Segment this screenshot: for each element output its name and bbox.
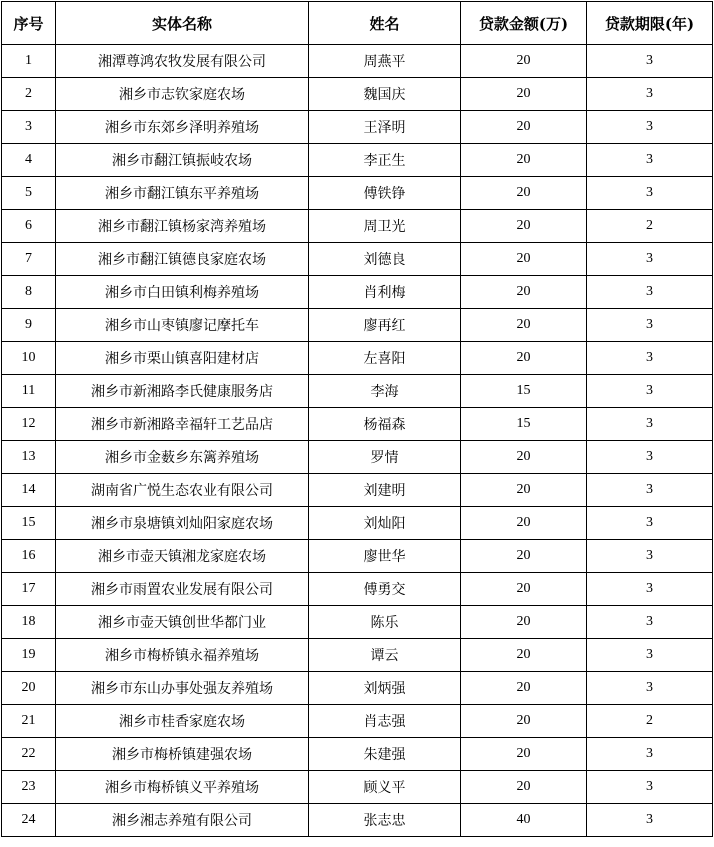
cell-loan-term: 3 xyxy=(587,177,713,210)
cell-loan-term: 3 xyxy=(587,309,713,342)
table-row xyxy=(2,78,713,111)
header-person-name: 姓名 xyxy=(309,2,461,45)
table-row xyxy=(2,639,713,672)
cell-loan-amount: 20 xyxy=(461,540,587,573)
cell-loan-amount: 20 xyxy=(461,177,587,210)
table-row xyxy=(2,276,713,309)
cell-person-name: 刘德良 xyxy=(309,243,461,276)
cell-entity-name: 湘乡市金薮乡东篱养殖场 xyxy=(56,441,309,474)
table-header xyxy=(2,2,713,45)
cell-person-name: 李海 xyxy=(309,375,461,408)
cell-entity-name: 湘乡市东山办事处强友养殖场 xyxy=(56,672,309,705)
cell-entity-name: 湘乡市新湘路幸福轩工艺品店 xyxy=(56,408,309,441)
cell-person-name: 谭云 xyxy=(309,639,461,672)
header-row xyxy=(2,2,713,45)
cell-serial-number: 8 xyxy=(2,276,56,309)
cell-person-name: 张志忠 xyxy=(309,804,461,837)
cell-serial-number: 19 xyxy=(2,639,56,672)
cell-loan-term: 3 xyxy=(587,474,713,507)
cell-person-name: 魏国庆 xyxy=(309,78,461,111)
cell-loan-amount: 20 xyxy=(461,738,587,771)
header-loan-term: 贷款期限(年) xyxy=(587,2,713,45)
table-row xyxy=(2,441,713,474)
cell-loan-amount: 20 xyxy=(461,78,587,111)
cell-loan-amount: 20 xyxy=(461,639,587,672)
cell-loan-term: 3 xyxy=(587,540,713,573)
cell-entity-name: 湘乡市壶天镇创世华都门业 xyxy=(56,606,309,639)
cell-loan-amount: 20 xyxy=(461,342,587,375)
cell-loan-term: 3 xyxy=(587,342,713,375)
cell-serial-number: 23 xyxy=(2,771,56,804)
cell-entity-name: 湘乡市桂香家庭农场 xyxy=(56,705,309,738)
cell-person-name: 杨福森 xyxy=(309,408,461,441)
cell-serial-number: 7 xyxy=(2,243,56,276)
table-row xyxy=(2,408,713,441)
cell-person-name: 顾义平 xyxy=(309,771,461,804)
cell-loan-amount: 15 xyxy=(461,408,587,441)
table-row xyxy=(2,342,713,375)
cell-loan-amount: 20 xyxy=(461,144,587,177)
table-row xyxy=(2,804,713,837)
cell-loan-amount: 20 xyxy=(461,705,587,738)
cell-loan-amount: 20 xyxy=(461,111,587,144)
table-row xyxy=(2,210,713,243)
cell-loan-term: 3 xyxy=(587,243,713,276)
cell-loan-term: 3 xyxy=(587,441,713,474)
cell-loan-amount: 20 xyxy=(461,309,587,342)
cell-serial-number: 5 xyxy=(2,177,56,210)
table-row xyxy=(2,507,713,540)
cell-entity-name: 湘潭尊鸿农牧发展有限公司 xyxy=(56,45,309,78)
cell-person-name: 傅勇交 xyxy=(309,573,461,606)
cell-loan-term: 3 xyxy=(587,738,713,771)
cell-loan-amount: 20 xyxy=(461,474,587,507)
cell-person-name: 朱建强 xyxy=(309,738,461,771)
cell-serial-number: 18 xyxy=(2,606,56,639)
cell-serial-number: 17 xyxy=(2,573,56,606)
cell-loan-amount: 20 xyxy=(461,45,587,78)
cell-entity-name: 湘乡市东郊乡泽明养殖场 xyxy=(56,111,309,144)
cell-serial-number: 14 xyxy=(2,474,56,507)
cell-serial-number: 3 xyxy=(2,111,56,144)
cell-entity-name: 湖南省广悦生态农业有限公司 xyxy=(56,474,309,507)
cell-serial-number: 13 xyxy=(2,441,56,474)
cell-entity-name: 湘乡市梅桥镇建强农场 xyxy=(56,738,309,771)
cell-entity-name: 湘乡市新湘路李氏健康服务店 xyxy=(56,375,309,408)
cell-entity-name: 湘乡市翻江镇杨家湾养殖场 xyxy=(56,210,309,243)
cell-loan-term: 3 xyxy=(587,78,713,111)
cell-person-name: 王泽明 xyxy=(309,111,461,144)
cell-loan-term: 3 xyxy=(587,276,713,309)
cell-loan-term: 3 xyxy=(587,672,713,705)
cell-loan-term: 2 xyxy=(587,705,713,738)
cell-loan-term: 3 xyxy=(587,639,713,672)
cell-person-name: 傅铁铮 xyxy=(309,177,461,210)
cell-person-name: 李正生 xyxy=(309,144,461,177)
cell-person-name: 周燕平 xyxy=(309,45,461,78)
header-serial-number: 序号 xyxy=(2,2,56,45)
cell-entity-name: 湘乡市雨置农业发展有限公司 xyxy=(56,573,309,606)
cell-loan-amount: 20 xyxy=(461,573,587,606)
cell-entity-name: 湘乡市志钦家庭农场 xyxy=(56,78,309,111)
cell-loan-term: 3 xyxy=(587,507,713,540)
cell-serial-number: 2 xyxy=(2,78,56,111)
cell-person-name: 刘灿阳 xyxy=(309,507,461,540)
cell-person-name: 廖再红 xyxy=(309,309,461,342)
cell-person-name: 廖世华 xyxy=(309,540,461,573)
cell-person-name: 左喜阳 xyxy=(309,342,461,375)
cell-person-name: 周卫光 xyxy=(309,210,461,243)
cell-loan-term: 3 xyxy=(587,111,713,144)
table-row xyxy=(2,573,713,606)
cell-loan-amount: 20 xyxy=(461,672,587,705)
cell-serial-number: 1 xyxy=(2,45,56,78)
table-row xyxy=(2,243,713,276)
cell-serial-number: 4 xyxy=(2,144,56,177)
cell-person-name: 肖志强 xyxy=(309,705,461,738)
cell-loan-amount: 20 xyxy=(461,441,587,474)
header-loan-amount: 贷款金额(万) xyxy=(461,2,587,45)
cell-entity-name: 湘乡市泉塘镇刘灿阳家庭农场 xyxy=(56,507,309,540)
cell-serial-number: 24 xyxy=(2,804,56,837)
cell-loan-amount: 20 xyxy=(461,276,587,309)
cell-loan-term: 3 xyxy=(587,375,713,408)
cell-serial-number: 21 xyxy=(2,705,56,738)
table-row xyxy=(2,309,713,342)
cell-person-name: 罗情 xyxy=(309,441,461,474)
table-row xyxy=(2,771,713,804)
cell-entity-name: 湘乡市翻江镇东平养殖场 xyxy=(56,177,309,210)
cell-loan-term: 3 xyxy=(587,144,713,177)
cell-entity-name: 湘乡市梅桥镇义平养殖场 xyxy=(56,771,309,804)
cell-entity-name: 湘乡市梅桥镇永福养殖场 xyxy=(56,639,309,672)
table-row xyxy=(2,738,713,771)
cell-entity-name: 湘乡市白田镇利梅养殖场 xyxy=(56,276,309,309)
cell-entity-name: 湘乡市壶天镇湘龙家庭农场 xyxy=(56,540,309,573)
cell-serial-number: 15 xyxy=(2,507,56,540)
table-row xyxy=(2,144,713,177)
loan-table xyxy=(1,1,713,837)
cell-serial-number: 22 xyxy=(2,738,56,771)
cell-entity-name: 湘乡市翻江镇德良家庭农场 xyxy=(56,243,309,276)
cell-loan-term: 3 xyxy=(587,804,713,837)
cell-loan-term: 3 xyxy=(587,45,713,78)
cell-loan-amount: 40 xyxy=(461,804,587,837)
cell-entity-name: 湘乡湘志养殖有限公司 xyxy=(56,804,309,837)
cell-serial-number: 9 xyxy=(2,309,56,342)
cell-loan-term: 3 xyxy=(587,606,713,639)
cell-loan-term: 3 xyxy=(587,771,713,804)
table-row xyxy=(2,177,713,210)
cell-loan-amount: 20 xyxy=(461,210,587,243)
table-body xyxy=(2,45,713,837)
table-row xyxy=(2,540,713,573)
cell-serial-number: 20 xyxy=(2,672,56,705)
cell-serial-number: 12 xyxy=(2,408,56,441)
cell-person-name: 刘建明 xyxy=(309,474,461,507)
header-entity-name: 实体名称 xyxy=(56,2,309,45)
cell-loan-amount: 20 xyxy=(461,771,587,804)
cell-entity-name: 湘乡市山枣镇廖记摩托车 xyxy=(56,309,309,342)
table-row xyxy=(2,45,713,78)
cell-loan-term: 2 xyxy=(587,210,713,243)
cell-serial-number: 10 xyxy=(2,342,56,375)
cell-loan-term: 3 xyxy=(587,408,713,441)
cell-loan-amount: 20 xyxy=(461,507,587,540)
cell-loan-amount: 15 xyxy=(461,375,587,408)
cell-serial-number: 6 xyxy=(2,210,56,243)
cell-person-name: 陈乐 xyxy=(309,606,461,639)
table-row xyxy=(2,672,713,705)
table-row xyxy=(2,474,713,507)
cell-person-name: 刘炳强 xyxy=(309,672,461,705)
cell-loan-amount: 20 xyxy=(461,606,587,639)
cell-person-name: 肖利梅 xyxy=(309,276,461,309)
table-row xyxy=(2,375,713,408)
table-row xyxy=(2,705,713,738)
cell-entity-name: 湘乡市翻江镇振岐农场 xyxy=(56,144,309,177)
cell-loan-term: 3 xyxy=(587,573,713,606)
cell-loan-amount: 20 xyxy=(461,243,587,276)
cell-entity-name: 湘乡市栗山镇喜阳建材店 xyxy=(56,342,309,375)
table-row xyxy=(2,606,713,639)
cell-serial-number: 11 xyxy=(2,375,56,408)
cell-serial-number: 16 xyxy=(2,540,56,573)
table-row xyxy=(2,111,713,144)
